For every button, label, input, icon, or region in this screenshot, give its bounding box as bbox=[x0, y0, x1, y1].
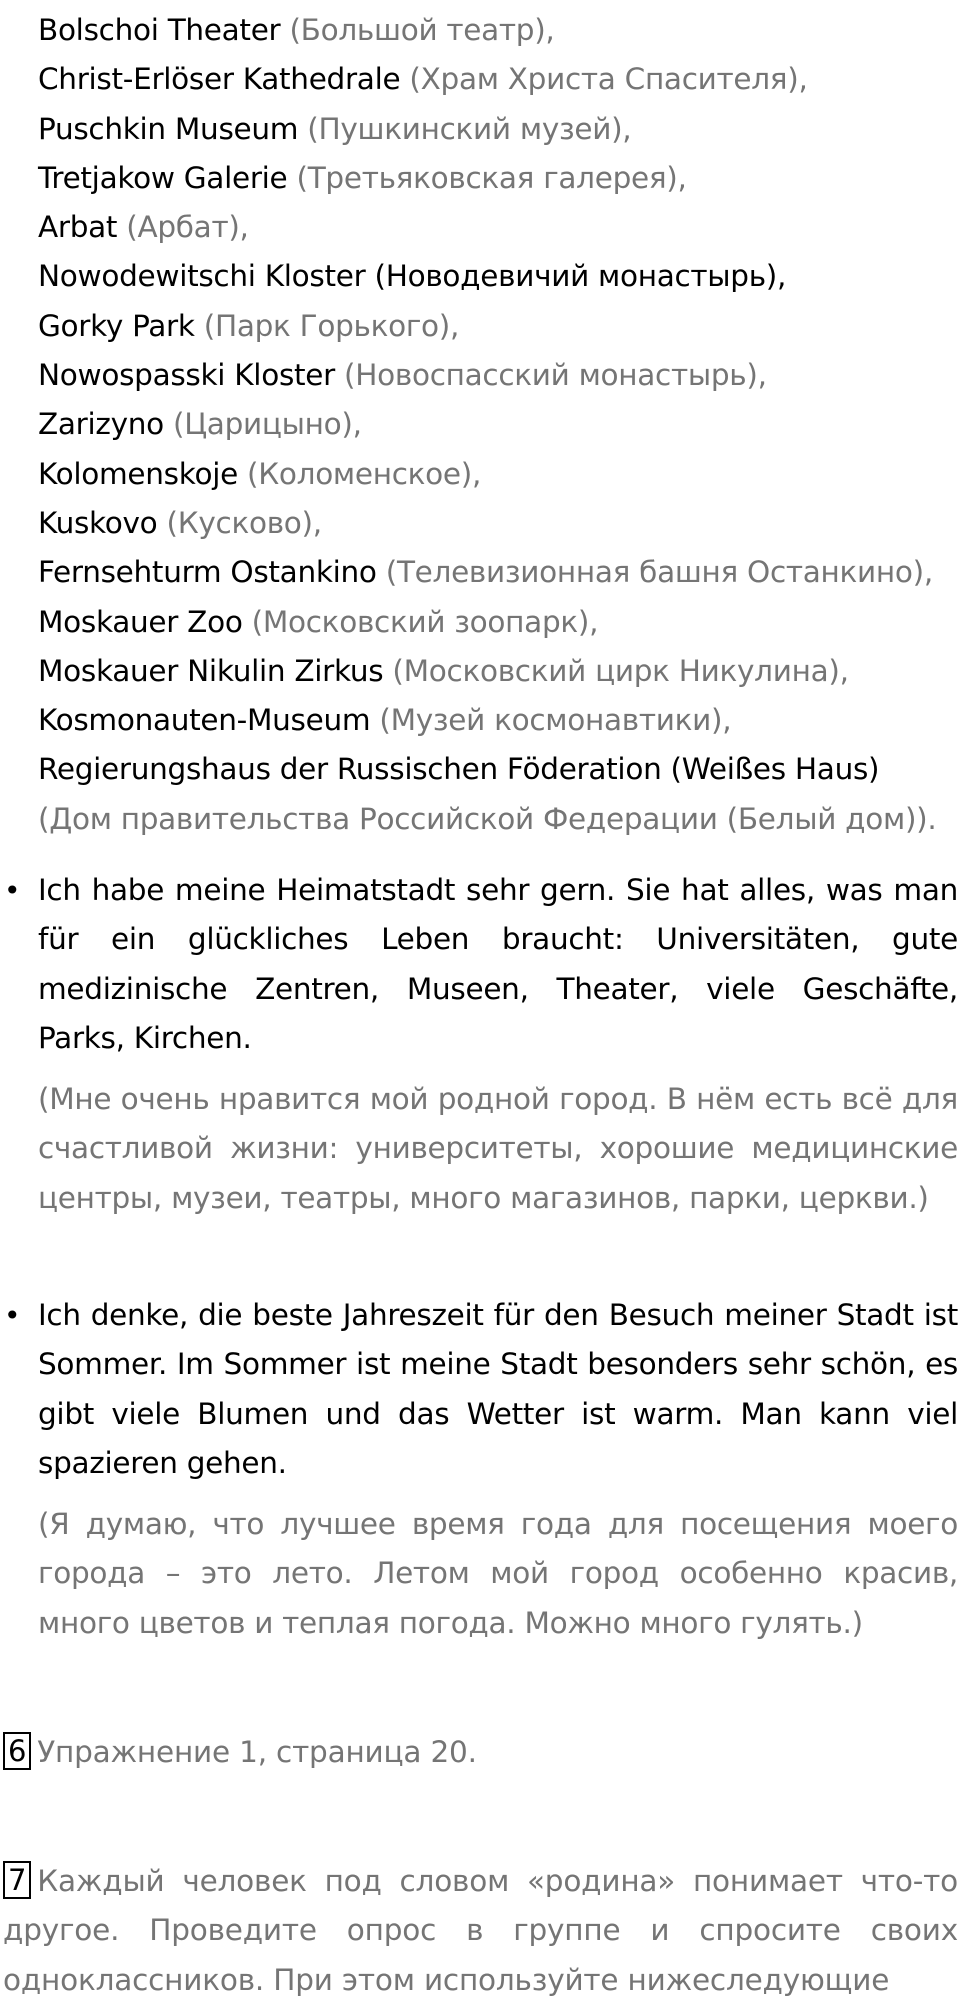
bullet-1-russian-translation: (Мне очень нравится мой родной город. В нём есть всё для счастливой жизни: университеты, хорошие медицинские центры, музеи, театры, много магазинов, парки, церкви.) bbox=[38, 1082, 958, 1215]
sight-line bbox=[38, 105, 958, 154]
sight-german-name: Kuskovo bbox=[38, 505, 158, 540]
task-7-text: Каждый человек под словом «родина» понимает что-то другое. Проведите опрос в группе и спросите своих одноклассников. При этом используйте нижеследующие bbox=[3, 1864, 958, 1997]
sight-russian-name: (Музей космонавтики), bbox=[379, 703, 732, 738]
sight-russian-name: (Новоспасский монастырь), bbox=[344, 358, 767, 393]
sight-russian-name: (Третьяковская галерея), bbox=[296, 160, 687, 195]
sight-german-name: Moskauer Nikulin Zirkus bbox=[38, 653, 384, 688]
sight-russian-name: (Новодевичий монастырь), bbox=[374, 259, 787, 294]
sight-german-name: Kolomenskoje bbox=[38, 456, 238, 491]
sight-russian-name: (Пушкинский музей), bbox=[307, 111, 632, 146]
sight-line bbox=[38, 548, 958, 597]
sight-russian-name: (Московский цирк Никулина), bbox=[392, 653, 849, 688]
sight-line bbox=[38, 499, 958, 548]
sight-russian-name: (Парк Горького), bbox=[203, 308, 460, 343]
sight-german-name: Nowospasski Kloster bbox=[38, 358, 335, 393]
sight-russian-name: (Московский зоопарк), bbox=[251, 604, 599, 639]
sight-line bbox=[38, 598, 958, 647]
sight-line bbox=[38, 647, 958, 696]
sight-german-name: Tretjakow Galerie bbox=[38, 160, 288, 195]
sight-line bbox=[38, 351, 958, 400]
bullet-marker: • bbox=[4, 874, 21, 907]
sight-russian-name: (Царицыно), bbox=[172, 407, 362, 442]
task-7 bbox=[3, 1857, 958, 2005]
sight-german-name: Nowodewitschi Kloster bbox=[38, 259, 366, 294]
bullet-marker: • bbox=[4, 1299, 21, 1332]
sight-german-name: Moskauer Zoo bbox=[38, 604, 243, 639]
task-6 bbox=[3, 1728, 958, 1777]
bullet-1-german-text: Ich habe meine Heimatstadt sehr gern. Sie hat alles, was man für ein glückliches Leben braucht: Universitäten, gute medizinische Zentren, Museen, Theater, viele Geschäfte, Parks, Kirchen. bbox=[38, 873, 958, 1055]
sights-list bbox=[38, 6, 958, 844]
sight-line bbox=[38, 745, 958, 794]
sight-russian-name: (Коломенское), bbox=[247, 456, 482, 491]
task-number-box: 7 bbox=[3, 1861, 31, 1899]
sight-russian-name: (Телевизионная башня Останкино), bbox=[385, 555, 933, 590]
sight-line bbox=[38, 400, 958, 449]
task-6-text: Упражнение 1, страница 20. bbox=[37, 1735, 477, 1769]
bullet-2-russian-translation: (Я думаю, что лучшее время года для посещения моего города – это лето. Летом мой город особенно красив, много цветов и теплая погода. Можно много гулять.) bbox=[38, 1507, 958, 1640]
sight-line bbox=[38, 203, 958, 252]
sight-line bbox=[38, 302, 958, 351]
bullet-2-german-text: Ich denke, die beste Jahreszeit für den Besuch meiner Stadt ist Sommer. Im Sommer ist meine Stadt besonders sehr schön, es gibt viele Blumen und das Wetter ist warm. Man kann viel spazieren gehen. bbox=[38, 1298, 958, 1480]
bullet-item-2 bbox=[4, 1291, 958, 1648]
sight-russian-name: (Арбат), bbox=[126, 210, 249, 245]
sight-german-name: Gorky Park bbox=[38, 308, 195, 343]
bullet-item-1 bbox=[4, 866, 958, 1223]
sight-german-name: Bolschoi Theater bbox=[38, 13, 281, 47]
sight-german-name: Kosmonauten-Museum bbox=[38, 703, 371, 738]
sight-german-name: Fernsehturm Ostankino bbox=[38, 555, 377, 590]
sight-line bbox=[38, 55, 958, 104]
sight-russian-name: (Дом правительства Российской Федерации (Белый дом)). bbox=[38, 801, 937, 836]
sight-russian-name: (Кусково), bbox=[166, 505, 322, 540]
sight-line bbox=[38, 450, 958, 499]
sight-german-name: Puschkin Museum bbox=[38, 111, 299, 146]
sight-line bbox=[38, 6, 958, 55]
sight-line bbox=[38, 696, 958, 745]
task-number-box: 6 bbox=[3, 1732, 31, 1770]
sight-german-name: Arbat bbox=[38, 210, 118, 245]
sight-russian-name: (Большой театр), bbox=[289, 13, 555, 47]
sight-russian-name: (Храм Христа Спасителя), bbox=[409, 62, 808, 97]
sight-line bbox=[38, 252, 958, 301]
sight-line bbox=[38, 154, 958, 203]
sight-german-name: Zarizyno bbox=[38, 407, 164, 442]
sight-german-name: Regierungshaus der Russischen Föderation (Weißes Haus) bbox=[38, 752, 880, 787]
sight-german-name: Christ-Erlöser Kathedrale bbox=[38, 62, 401, 97]
